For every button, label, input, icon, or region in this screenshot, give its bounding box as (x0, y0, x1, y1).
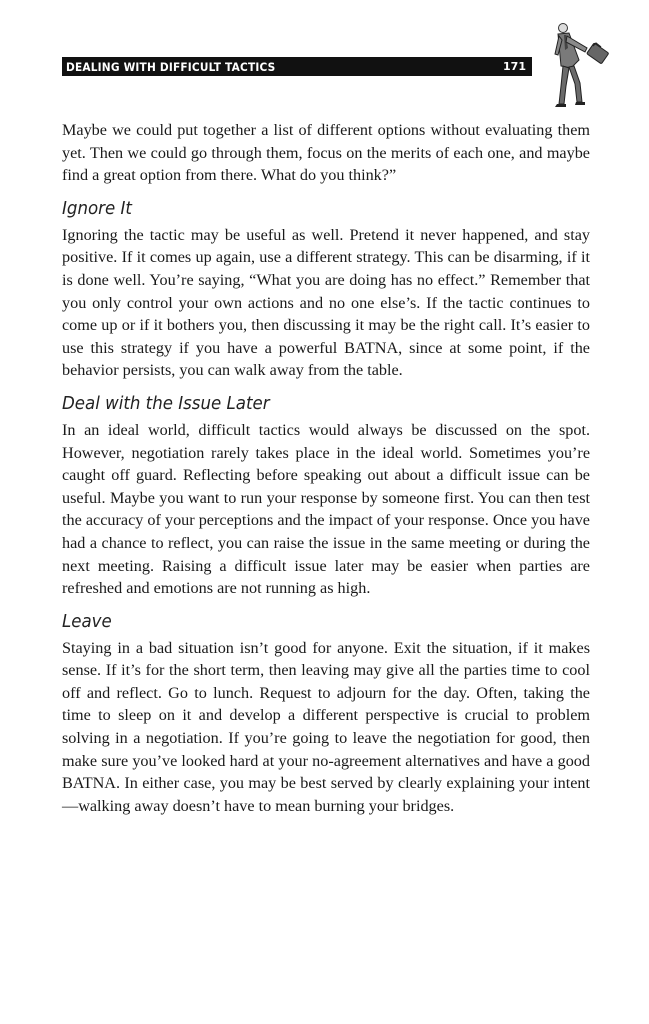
intro-paragraph: Maybe we could put together a list of different options without evaluating them yet. Then we could go through them, focus on the merits of each one, and maybe find a great option from there. What do you think?” (62, 121, 590, 185)
section-paragraph-deal-later: In an ideal world, difficult tactics would always be discussed on the spot. However, negotiation rarely takes place in the ideal world. Sometimes you’re caught off guard. Reflecting before speaking out about a difficult issue can be useful. Maybe you want to run your response by someone first. You can then test the accuracy of your perceptions and the impact of your response. Once you have had a chance to reflect, you can raise the issue in the same meeting or during the next meeting. Raising a difficult issue later may be easier when parties are refreshed and emotions are not running as high. (62, 420, 590, 598)
section-paragraph-ignore-it: Ignoring the tactic may be useful as well. Pretend it never happened, and stay positive. If it comes up again, use a different strategy. This can be disarming, if it is done well. You’re saying, “What you are doing has no effect.” Remember that you only control your own actions and no one else’s. If the tactic continues to come up or if it bothers you, then discussing it may be the right call. It’s easier to use this strategy if you have a powerful BATNA, since at some point, if the behavior persists, you can walk away from the table. (62, 225, 590, 380)
section-paragraph-leave: Staying in a bad situation isn’t good for anyone. Exit the situation, if it makes sense. If it’s for the short term, then leaving may give all the parties time to cool off and reflect. Go to lunch. Request to adjourn for the day. Often, taking the time to sleep on it and develop a different perspective is crucial to problem solving in a negotiation. If you’re going to leave the negotiation for good, then make sure you’ve looked hard at your no-agreement alternatives and have a good BATNA. In either case, you may be best served by clearly explaining your intent—walking away doesn’t have to mean burning your bridges. (62, 638, 590, 815)
chapter-title: DEALING WITH DIFFICULT TACTICS (66, 59, 276, 74)
section-heading-leave: Leave (62, 611, 112, 632)
running-header (62, 57, 532, 76)
section-heading-ignore-it: Ignore It (62, 198, 132, 219)
page-body (62, 119, 590, 817)
page-number: 171 (503, 60, 526, 73)
businessman-with-briefcase-icon (549, 20, 617, 110)
section-heading-deal-later: Deal with the Issue Later (62, 393, 270, 414)
